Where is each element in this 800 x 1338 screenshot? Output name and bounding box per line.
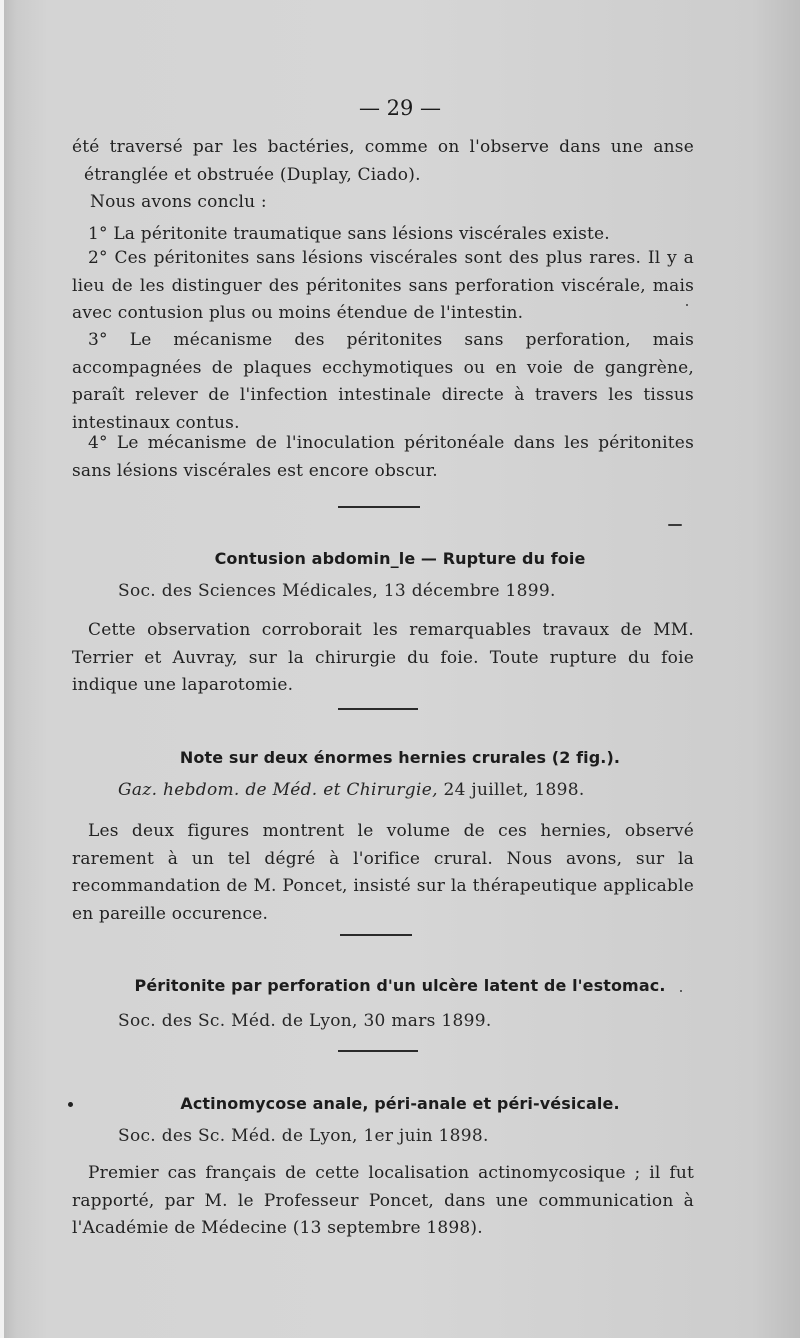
journal-date: 24 juillet, 1898. <box>437 780 585 800</box>
scan-speck <box>686 304 688 306</box>
section-title-hernies: Note sur deux énormes hernies crurales (2 fig.). <box>179 748 621 767</box>
page-number: — 29 — <box>358 96 442 120</box>
section-divider <box>338 708 418 710</box>
section-body-hernies: Les deux figures montrent le volume de ces hernies, observé rarement à un tel dégré à l'orifice crural. Nous avons, sur la recommandation de M. Poncet, insisté sur la thérapeutique applicable en pareille occurence. <box>72 821 694 924</box>
intro-conclusion-1: 1° La péritonite traumatique sans lésions viscérales existe. <box>88 224 610 244</box>
intro-paragraph-2: Nous avons conclu : <box>90 192 267 212</box>
intro-conclusion-3: 3° Le mécanisme des péritonites sans perforation, mais accompagnées de plaques ecchymotiques ou en voie de gangrène, paraît relever de l'infection intestinale directe à travers les tissus intestinaux contus. <box>72 330 694 433</box>
section-title-peritonite: Péritonite par perforation d'un ulcère latent de l'estomac. <box>134 976 666 995</box>
section-divider <box>338 506 420 508</box>
section-body-contusion: Cette observation corroborait les remarquables travaux de MM. Terrier et Auvray, sur la chirurgie du foie. Toute rupture du foie indique une laparotomie. <box>72 620 694 695</box>
page-edge <box>0 0 4 1338</box>
section-source-contusion: Soc. des Sciences Médicales, 13 décembre 1899. <box>118 581 556 601</box>
intro-conclusion-4: 4° Le mécanisme de l'inoculation péritonéale dans les péritonites sans lésions viscérales est encore obscur. <box>72 433 694 481</box>
intro-conclusion-2: 2° Ces péritonites sans lésions viscérales sont des plus rares. Il y a lieu de les distinguer des péritonites sans perforation viscérale, mais avec contusion plus ou moins étendue de l'intestin. <box>72 248 694 323</box>
section-source-hernies <box>118 780 585 800</box>
section-title-contusion: Contusion abdomin_le — Rupture du foie <box>214 549 586 568</box>
section-title-actinomycose: Actinomycose anale, péri-anale et péri-vésicale. <box>180 1094 620 1113</box>
section-divider <box>340 934 412 936</box>
section-divider <box>338 1050 418 1052</box>
scan-speck <box>680 990 682 992</box>
section-body-actinomycose: Premier cas français de cette localisation actinomycosique ; il fut rapporté, par M. le Professeur Poncet, dans une communication à l'Académie de Médecine (13 septembre 1898). <box>72 1163 694 1238</box>
intro-paragraph-1: été traversé par les bactéries, comme on l'observe dans une anse étranglée et obstruée (Duplay, Ciado). <box>72 137 694 185</box>
scan-speck <box>668 524 682 526</box>
section-source-actinomycose: Soc. des Sc. Méd. de Lyon, 1er juin 1898. <box>118 1126 489 1146</box>
journal-name: Gaz. hebdom. de Méd. et Chirurgie, <box>118 780 438 800</box>
section-source-peritonite: Soc. des Sc. Méd. de Lyon, 30 mars 1899. <box>118 1011 492 1031</box>
